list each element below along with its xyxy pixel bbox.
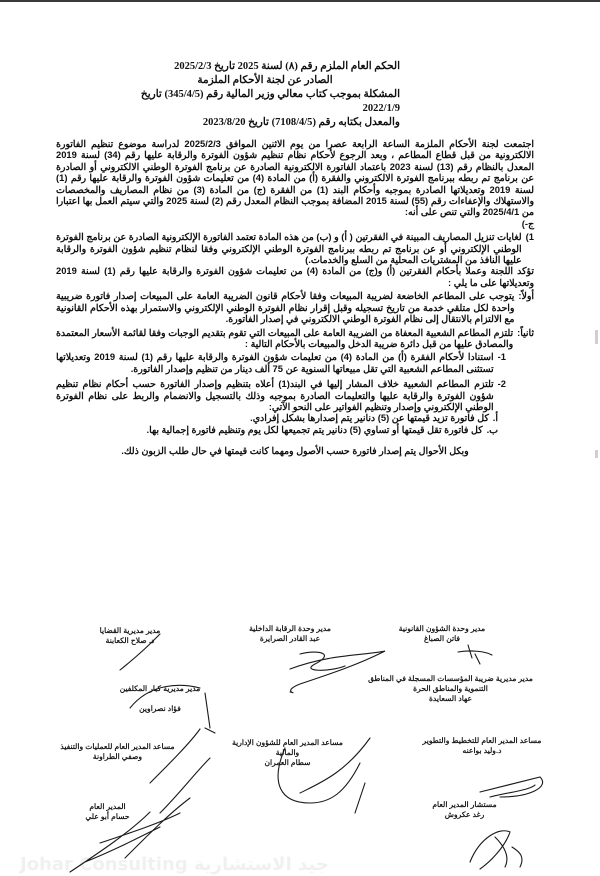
signature-planning [480, 777, 543, 797]
signatory-name: وصفي الطراونة [92, 752, 143, 761]
signature-legal-affairs [458, 645, 492, 664]
ruling-second-label: ثانياً: [517, 326, 534, 338]
subpoint-text: كل فاتورة تزيد قيمتها عن (5) دنانير يتم إصدارها بشكل إفرادي. [250, 412, 489, 424]
signatory-name: رغد عكروش [444, 810, 485, 819]
header-line-issuer: الصادر عن لجنة الأحكام الملزمة [197, 75, 333, 86]
ruling-first-text: يتوجب على المطاعم الخاضعة لضريبة المبيعات وفقا لأحكام قانون الضريبة العامة على المبيعات إصدار فاتورة ضريبية واحدة لكل متلقي خدمة من تاريخ تسجيله وقبل إقرار نظام الفوترة الوطني الإلكتروني والاستمرار بهذه الأحكام القانونية مع الالتزام بالانتقال إلى نظام الفوترة الوطني الالكتروني في إصدار الفاتورة. [56, 290, 515, 325]
scan-edge-mark [595, 330, 598, 344]
point-2 [56, 378, 506, 412]
signatory-admin-finance [225, 738, 350, 768]
signatory-title: مساعد المدير العام للشؤون الإدارية والمالية [232, 738, 343, 757]
signatory-legal-affairs [372, 624, 512, 644]
signatory-planning-development [422, 736, 542, 756]
point-1 [56, 351, 506, 374]
signatory-large-taxpayers [100, 684, 220, 714]
point-text: تلتزم المطاعم الشعبية خلاف المشار إليها في البند(1) أعلاه بتنظيم وإصدار الفاتورة حسب أحكام نظام تنظيم شؤون الفوترة والرقابة عليها والتعليمات الصادرة بموجبه وذلك بالتسجيل والانضمام والربط على نظام الفوترة الوطني الإلكتروني وإصدار وتنظيم الفواتير على النحو الآتي: [56, 378, 494, 412]
signatory-internal-audit [230, 624, 350, 644]
clause-number: 1) [525, 231, 534, 243]
signatory-name: عهاد السعايدة [428, 694, 473, 703]
clause-text: لغايات تنزيل المصاريف المبينة في الفقرتين ( أ) و (ب) من هذه المادة تعتمد الفاتورة الإلكترونية الصادرة عن برنامج الفوترة الوطني الإلكتروني أو عن برنامج تم ربطه ببرنامج الفوترة الوطني الإلكتروني وفقا لنظام تنظيم شؤون الفوترة والرقابة عليها النافذ من المشتريات المحلية من السلع والخدمات.) [56, 231, 522, 266]
committee-confirmation: تؤكد اللجنة وعملا بأحكام الفقرتين (أ) و(ج) من المادة (4) من تعليمات شؤون الفوترة والرقابة عليها رقم (1) لسنة 2019 وتعديلاتها على ما يلي : [56, 265, 534, 288]
signatory-name: د.وليد بواعنه [462, 746, 502, 755]
sub-clause-marker: ج-) [521, 217, 534, 229]
scan-edge-mark [595, 450, 598, 458]
signatory-advisor [407, 800, 522, 820]
quoted-clause [56, 231, 534, 265]
header-line-formed-by: المشكلة بموجب كتاب معالي وزير المالية رقم (345/4/5) تاريخ 2022/1/9 [140, 89, 400, 114]
signatory-title: مدير وحدة الرقابة الداخلية [249, 624, 331, 633]
point-text: استنادا لأحكام الفقرة (أ) من المادة (4) من تعليمات شؤون الفوترة والرقابة عليها رقم (1) لسنة 2019 وتعديلاتها تستثنى المطاعم الشعبية التي تقل مبيعاتها السنوية عن 75 ألف دينار من تنظيم وإصدار الفاتورة. [56, 351, 494, 374]
subpoints-list [106, 412, 498, 435]
signatory-name: سطام العمران [264, 758, 311, 767]
document-body [56, 138, 534, 457]
ruling-second-text: تلتزم المطاعم الشعبية المعفاة من الضريبة العامة على المبيعات التي تقوم بتقديم الوجبات وفقا لقائمة الأسعار المعتمدة والمصادق عليها من قبل دائرة ضريبة الدخل والمبيعات بالأحكام التالية : [56, 326, 514, 349]
subpoint-text: كل فاتورة تقل قيمتها أو تساوي (5) دنانير يتم تجميعها لكل يوم وتنظيم فاتورة إجمالية بها. [146, 423, 483, 435]
signatory-title: مساعد المدير العام للتخطيط والتطوير [422, 736, 542, 745]
subpoint-a [106, 412, 498, 423]
signatory-director-general [60, 802, 155, 822]
header-line-ruling-number: الحكم العام الملزم رقم (٨) لسنة 2025 تاريخ 2025/2/3 [174, 61, 400, 72]
subpoint-letter: ب. [486, 423, 498, 435]
signatory-title: مدير وحدة الشؤون القانونية [398, 624, 486, 633]
ruling-first [56, 290, 534, 324]
signatory-operations [60, 742, 175, 762]
signatory-name: فاتن الصباغ [423, 634, 461, 643]
closing-statement: وبكل الأحوال يتم إصدار فاتورة حسب الأصول ومهما كانت قيمتها في حال طلب الزبون ذلك. [121, 445, 469, 457]
subpoint-b [106, 424, 498, 435]
signatory-title: مستشار المدير العام [432, 800, 497, 809]
signatory-cases-directorate [70, 626, 190, 646]
signatory-name: د. صلاح الكعابنة [105, 636, 155, 645]
ruling-first-label: أولاً: [518, 290, 534, 302]
point-number: 1- [497, 351, 506, 363]
signatory-name: فؤاد نصراوين [139, 704, 181, 713]
intro-paragraph: اجتمعت لجنة الأحكام الملزمة الساعة الرابعة عصرا من يوم الاثنين الموافق 2025/2/3 لدراسة موضوع تنظيم الفاتورة الالكترونية من قبل قطاع المطاعم ، وبعد الرجوع لأحكام نظام تنظيم شؤون الفوترة والرقابة عليها رقم (34) لسنة 2019 المعدل بالنظام رقم (13) لسنة 2023 باعتماد الفاتورة الالكترونية الصادرة عن برنامج الفوترة الوطني الالكتروني أو الصادرة عن برنامج تم ربطه ببرنامج الفوترة الالكتروني والفقرة (أ) من المادة (4) من تعليمات شؤون الفوترة والرقابة عليها رقم (1) لسنة 2019 وتعديلاتها الصادرة بموجبه وأحكام البند (1) من الفقرة (ج) من المادة (3) من نظام المصاريف والمخصصات والاستهلاك والإعفاءات رقم (55) لسنة 2015 المضافة بموجب النظام المعدل رقم (2) لسنة 2025 والتي سيتم العمل بها اعتبارا من 2025/4/1 والتي تنص على أنه: [56, 138, 534, 218]
signatory-title: مدير مديرية كبار المكلفين [119, 684, 201, 693]
signatory-name: حسام أبو علي [85, 812, 130, 821]
signatory-registered-companies [363, 674, 538, 704]
header-line-amended: والمعدل بكتابه رقم (7108/4/5) تاريخ 2023/8/20 [202, 117, 400, 128]
signatory-name: عبد القادر الصرايرة [259, 634, 321, 643]
signatory-title: المدير العام [89, 802, 126, 811]
scan-top-edge [0, 0, 600, 2]
watermark: Johar Consulting جيد الاستشارية [20, 854, 329, 875]
signatory-title: مدير مديرية ضريبة المؤسسات المسجلة في المناطق التنموية والمناطق الحرة [368, 674, 533, 693]
signatory-title: مدير مديرية القضايا [99, 626, 161, 635]
ruling-second [56, 327, 534, 350]
subpoint-letter: أ. [492, 412, 498, 424]
signature-advisor [470, 831, 522, 869]
point-number: 2- [497, 378, 506, 390]
signatory-title: مساعد المدير العام للعمليات والتنفيذ [60, 742, 175, 751]
document-header [130, 60, 400, 130]
